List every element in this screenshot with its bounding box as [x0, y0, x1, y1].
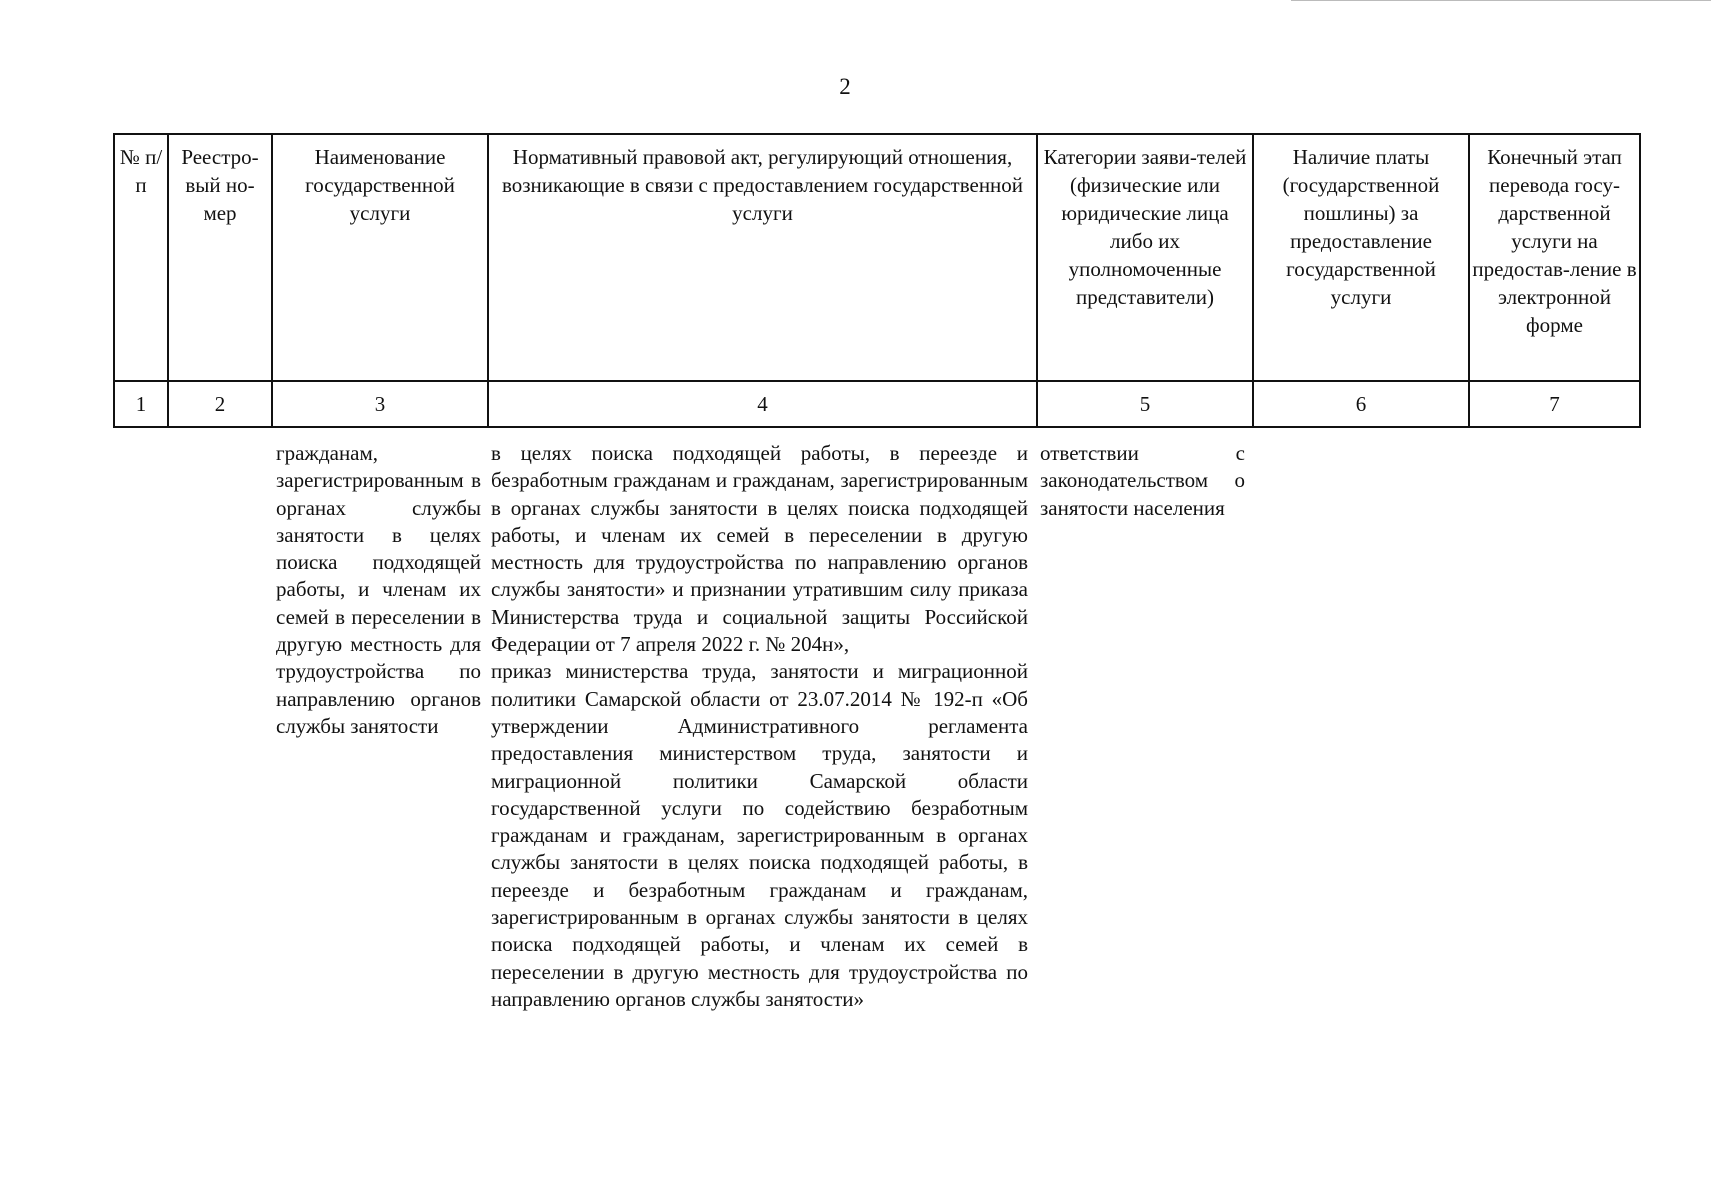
header-row — [114, 134, 1640, 381]
header-applicant-categories: Категории заяви-телей (физические или юридические лица либо их уполномоченные представители) — [1037, 134, 1253, 381]
legal-act-paragraph: в целях поиска подходящей работы, в переезде и безработным гражданам и гражданам, зарегистрированным в органах службы занятости в целях поиска подходящей работы, и членам их семей в переселении в другую местность для трудоустройства по направлению органов службы занятости» и признании утратившим силу приказа Министерства труда и социальной защиты Российской Федерации от 7 апреля 2022 г. № 204н», — [491, 441, 1028, 657]
service-name-cell: гражданам, зарегистрированным в органах службы занятости в целях поиска подходящей работы, и членам их семей в переселении в другую местность для трудоустройства по направлению органов службы занятости — [276, 441, 481, 738]
column-number: 3 — [272, 381, 488, 427]
legal-act-paragraph: приказ министерства труда, занятости и миграционной политики Самарской области от 23.07.2014 № 192-п «Об утверждении Административного регламента предоставления министерством труда, занятости и миграционной политики Самарской области государственной услуги по содействию безработным гражданам и гражданам, зарегистрированным в органах службы занятости в целях поиска подходящей работы, в переезде и безработным гражданам и гражданам, зарегистрированным в органах службы занятости в целях поиска подходящей работы, и членам их семей в переселении в другую местность для трудоустройства по направлению органов службы занятости» — [491, 659, 1028, 1011]
column-number: 4 — [488, 381, 1037, 427]
column-number: 6 — [1253, 381, 1469, 427]
column-number-row — [114, 381, 1640, 427]
header-registry-number: Реестро-вый но-мер — [168, 134, 272, 381]
header-number: № п/п — [114, 134, 168, 381]
legal-act-cell — [491, 440, 1028, 1013]
column-number: 2 — [168, 381, 272, 427]
scan-edge-line — [1291, 0, 1711, 1]
header-fee: Наличие платы (государственной пошлины) за предоставление государственной услуги — [1253, 134, 1469, 381]
header-final-stage: Конечный этап перевода госу-дарственной услуги на предостав-ление в электронной форме — [1469, 134, 1640, 381]
page-number: 2 — [839, 74, 851, 99]
column-number: 7 — [1469, 381, 1640, 427]
header-service-name: Наименование государственной услуги — [272, 134, 488, 381]
applicant-categories-cell: ответствии с законодательством о занятости населения — [1040, 441, 1245, 520]
header-legal-act: Нормативный правовой акт, регулирующий отношения, возникающие в связи с предоставлением государственной услуги — [488, 134, 1037, 381]
column-number: 1 — [114, 381, 168, 427]
services-table-header — [113, 133, 1641, 428]
column-number: 5 — [1037, 381, 1253, 427]
